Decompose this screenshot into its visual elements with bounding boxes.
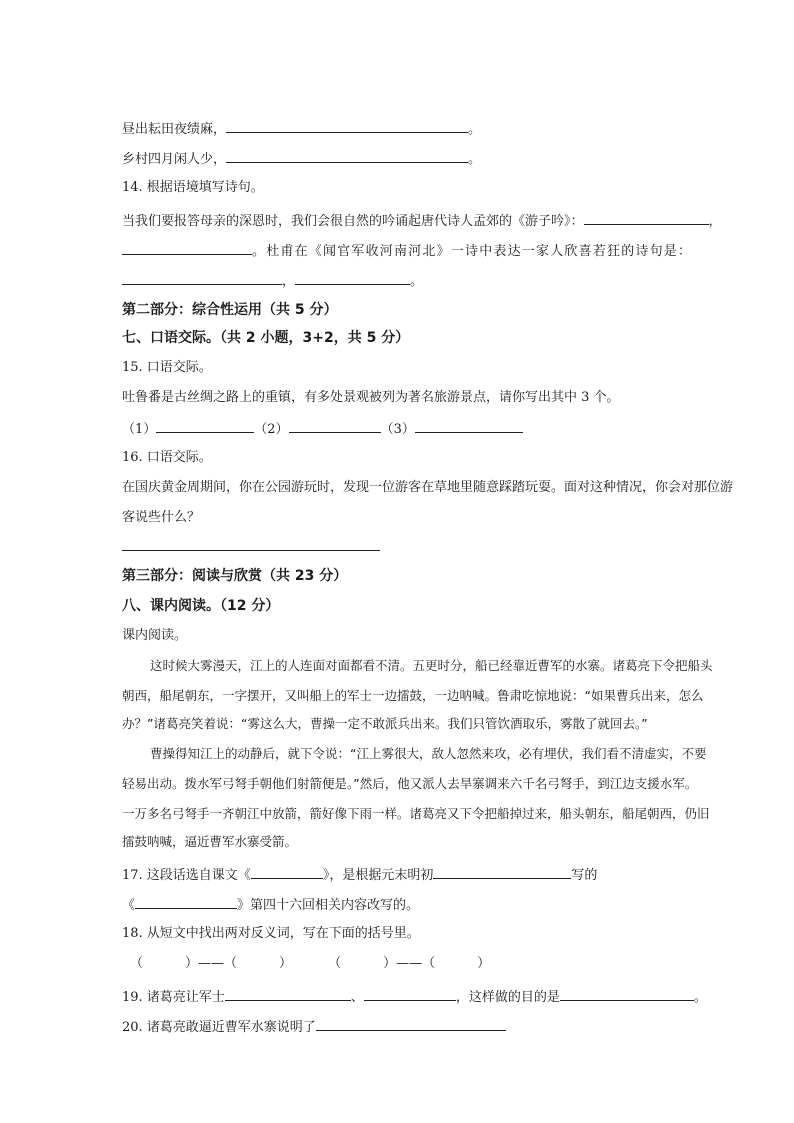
passage-line: 一万多名弓弩手一齐朝江中放箭，箭好像下雨一样。诸葛亮又下令把船掉过来，船头朝东，船尾朝西，仍旧 xyxy=(122,806,710,821)
answer-blank[interactable] xyxy=(122,240,252,255)
section-8-heading: 八、课内阅读。（12 分） xyxy=(122,598,280,614)
answer-blank[interactable] xyxy=(584,210,709,225)
question-15-title: 15. 口语交际。 xyxy=(122,360,212,375)
poem-line-1: 昼出耘田夜绩麻， 。 xyxy=(122,118,481,140)
passage-line: 朝西，船尾朝东，一字摆开，又叫船上的军士一边擂鼓，一边呐喊。鲁肃吃惊地说：“如果曹兵出来，怎么 xyxy=(122,688,704,703)
answer-blank[interactable] xyxy=(364,986,456,1001)
answer-blank[interactable] xyxy=(560,986,694,1001)
question-16-text-1: 在国庆黄金周期间，你在公园游玩时，发现一位游客在草地里随意踩踏玩耍。面对这种情况，你会对那位游 xyxy=(122,480,734,495)
answer-blank[interactable] xyxy=(226,118,468,133)
section-7-heading: 七、口语交际。（共 2 小题，3+2，共 5 分） xyxy=(122,330,410,346)
answer-blank[interactable] xyxy=(316,1016,506,1031)
question-18-title: 18. 从短文中找出两对反义词，写在下面的括号里。 xyxy=(122,926,420,941)
question-19: 19. 诸葛亮让军士 、 ，这样做的目的是 。 xyxy=(122,986,707,1008)
passage-line: 擂鼓呐喊，逼近曹军水寨受箭。 xyxy=(122,834,298,849)
answer-blank[interactable] xyxy=(122,270,282,285)
answer-line[interactable] xyxy=(122,550,380,551)
answer-blank[interactable] xyxy=(415,418,523,433)
answer-blank[interactable] xyxy=(135,894,237,909)
answer-blank[interactable] xyxy=(226,148,468,163)
answer-blank[interactable] xyxy=(156,418,254,433)
answer-blank[interactable] xyxy=(289,418,381,433)
question-14-text-1: 当我们要报答母亲的深恩时，我们会很自然的吟诵起唐代诗人孟郊的《游子吟》： ， xyxy=(122,210,722,232)
part-2-heading: 第二部分：综合性运用（共 5 分） xyxy=(122,302,338,318)
question-14-text-2: 。杜甫在《闻官军收河南河北》一诗中表达一家人欣喜若狂的诗句是： xyxy=(122,240,692,262)
question-14-text-3: ， 。 xyxy=(122,270,423,292)
answer-blank[interactable] xyxy=(225,986,351,1001)
answer-blank[interactable] xyxy=(295,270,410,285)
answer-blank[interactable] xyxy=(251,864,323,879)
question-16-title: 16. 口语交际。 xyxy=(122,450,212,465)
question-14-title: 14. 根据语境填写诗句。 xyxy=(122,180,264,195)
question-15-answers: （1） （2） （3） xyxy=(122,418,523,440)
reading-label: 课内阅读。 xyxy=(122,628,188,643)
passage-line: 这时候大雾漫天，江上的人连面对面都看不清。五更时分，船已经靠近曹军的水寨。诸葛亮下令把船头 xyxy=(150,658,713,673)
answer-blank[interactable] xyxy=(433,864,571,879)
passage-line: 轻易出动。拨水军弓弩手朝他们射箭便是。”然后，他又派人去旱寨调来六千名弓弩手，到江边支援水军。 xyxy=(122,776,698,791)
question-20: 20. 诸葛亮敢逼近曹军水寨说明了 xyxy=(122,1016,506,1038)
passage-line: 办？”诸葛亮笑着说：“雾这么大，曹操一定不敢派兵出来。我们只管饮酒取乐，雾散了就回去。” xyxy=(122,716,648,731)
antonym-pairs: （ ）——（ ） （ ）——（ ） xyxy=(130,956,491,971)
question-17-line-1: 17. 这段话选自课文《 》，是根据元末明初 写的 xyxy=(122,864,597,886)
question-15-text: 吐鲁番是古丝绸之路上的重镇，有多处景观被列为著名旅游景点，请你写出其中 3 个。 xyxy=(122,390,620,405)
question-17-line-2: 《 》第四十六回相关内容改写的。 xyxy=(122,894,419,916)
question-16-text-2: 客说些什么？ xyxy=(122,510,201,525)
poem-line-2: 乡村四月闲人少， 。 xyxy=(122,148,481,170)
part-3-heading: 第三部分：阅读与欣赏（共 23 分） xyxy=(122,568,348,584)
passage-line: 曹操得知江上的动静后，就下令说：“江上雾很大，敌人忽然来攻，必有埋伏，我们看不清虚实，不要 xyxy=(150,746,707,761)
